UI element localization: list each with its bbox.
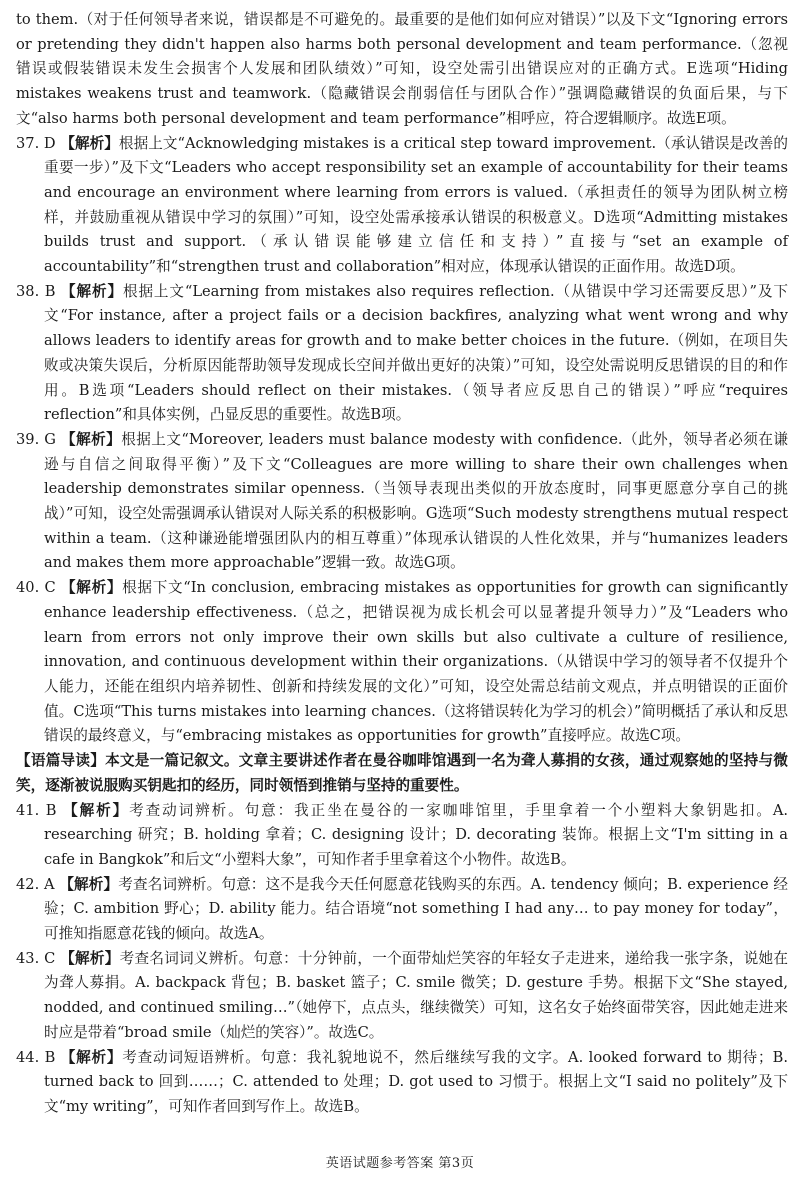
answer-38 [16,280,788,428]
analysis-tag: 【解析】 [60,949,120,967]
answer-40 [16,576,788,749]
question-number: 37. D [16,134,56,152]
question-number: 40. C [16,579,56,597]
answer-41 [16,799,788,873]
guide-text: 本文是一篇记叙文。文章主要讲述作者在曼谷咖啡馆遇到一名为聋人募捐的女孩，通过观察她的坚持与微笑，逐渐被说服购买钥匙扣的经历，同时领悟到推销与坚持的重要性。 [16,752,788,794]
passage-guide [16,749,788,798]
answer-42 [16,873,788,947]
answer-44 [16,1046,788,1120]
paragraph-text: 根据上文“Moreover, leaders must balance modesty with confidence.（此外，领导者必须在谦逊与自信之间取得平衡）”及下文“Colleagues are more willing to share their own challenges when leadership demonstrates similar openness.（当领导表现出类似的开放态度时，同事更愿意分享自己的挑战）”可知，设空处需强调承认错误对人际关系的积极影响。G选项“Such modesty strengthens mutual respect within a team.（这种谦逊能增强团队内的相互尊重）”体现承认错误的人性化效果，并与“humanizes leaders and makes them more approachable”逻辑一致。故选G项。 [44,430,788,572]
paragraph-36-continued [16,8,788,132]
paragraph-text: 考查名词词义辨析。句意：十分钟前，一个面带灿烂笑容的年轻女子走进来，递给我一张字条，说她在为聋人募捐。A. backpack 背包；B. basket 篮子；C. smile 微笑；D. gesture 手势。根据下文“She stayed, nodded, and continued smiling…”（她停下，点点头，继续微笑）可知，这名女子始终面带笑容，因此她走进来时应是带着“broad smile（灿烂的笑容）”。故选C。 [44,949,788,1041]
analysis-tag: 【解析】 [59,875,119,893]
question-number: 43. C [16,949,56,967]
paragraph-text: 考查名词辨析。句意：这不是我今天任何愿意花钱购买的东西。A. tendency 倾向；B. experience 经验；C. ambition 野心；D. ability 能力。结合语境“not something I had any… to pay money for today”，可推知指愿意花钱的倾向。故选A。 [44,875,788,943]
paragraph-text: 根据上文“Acknowledging mistakes is a critical step toward improvement.（承认错误是改善的重要一步）”及下文“Leaders who accept responsibility set an example of accountability for their teams and encourage an environment where learning from errors is valued.（承担责任的领导为团队树立榜样，并鼓励重视从错误中学习的氛围）”可知，设空处需承接承认错误的积极意义。D选项“Admitting mistakes builds trust and support.（承认错误能够建立信任和支持）”直接与“set an example of accountability”和“strengthen trust and collaboration”相对应，体现承认错误的正面作用。故选D项。 [44,134,788,276]
paragraph-text: 考查动词短语辨析。句意：我礼貌地说不，然后继续写我的文字。A. looked forward to 期待；B. turned back to 回到……；C. attended to 处理；D. got used to 习惯于。根据上文“I said no politely”及下文“my writing”，可知作者回到写作上。故选B。 [44,1048,788,1115]
question-number: 39. G [16,430,56,448]
page-footer: 英语试题参考答案 第3页 [325,1156,475,1171]
question-number: 42. A [16,875,55,893]
answer-43 [16,947,788,1046]
guide-tag: 【语篇导读】 [16,752,106,770]
question-number: 38. B [16,282,56,300]
question-number: 41. B [16,801,57,819]
analysis-tag: 【解析】 [63,801,130,819]
question-number: 44. B [16,1048,56,1066]
analysis-tag: 【解析】 [61,430,122,448]
analysis-tag: 【解析】 [61,282,123,300]
analysis-tag: 【解析】 [61,579,123,597]
paragraph-text: 考查动词辨析。句意：我正坐在曼谷的一家咖啡馆里，手里拿着一个小塑料大象钥匙扣。A. researching 研究；B. holding 拿着；C. designing 设计；D. decorating 装饰。根据上文“I'm sitting in a cafe in Bangkok”和后文“小塑料大象”，可知作者手里拿着这个小物件。故选B。 [44,801,789,868]
paragraph-text: 根据上文“Learning from mistakes also requires reflection.（从错误中学习还需要反思）”及下文“For instance, after a project fails or a decision backfires, analyzing what went wrong and why allows leaders to identify areas for growth and to make better choices in the future.（例如，在项目失败或决策失误后，分析原因能帮助领导发现成长空间并做出更好的决策）”可知，设空处需说明反思错误的目的和作用。B选项“Leaders should reflect on their mistakes.（领导者应反思自己的错误）”呼应“requires reflection”和具体实例，凸显反思的重要性。故选B项。 [44,282,788,424]
answer-39 [16,428,788,576]
paragraph-text: 根据下文“In conclusion, embracing mistakes as opportunities for growth can significantly enhance leadership effectiveness.（总之，把错误视为成长机会可以显著提升领导力）”及“Leaders who learn from errors not only improve their own skills but also cultivate a culture of resilience, innovation, and continuous development within their organizations.（从错误中学习的领导者不仅提升个人能力，还能在组织内培养韧性、创新和持续发展的文化）”可知，设空处需总结前文观点，并点明错误的正面价值。C选项“This turns mistakes into learning chances.（这将错误转化为学习的机会）”简明概括了承认和反思错误的最终意义，与“embracing mistakes as opportunities for growth”直接呼应。故选C项。 [44,579,788,745]
analysis-tag: 【解析】 [60,1048,123,1066]
paragraph-text: to them.（对于任何领导者来说，错误都是不可避免的。最重要的是他们如何应对错误）”以及下文“Ignoring errors or pretending they didn't happen also harms both personal development and team performance.（忽视错误或假装错误未发生会损害个人发展和团队绩效）”可知，设空处需引出错误应对的正确方式。E选项“Hiding mistakes weakens trust and teamwork.（隐藏错误会削弱信任与团队合作）”强调隐藏错误的负面后果，与下文“also harms both personal development and team performance”相呼应，符合逻辑顺序。故选E项。 [16,11,788,127]
analysis-tag: 【解析】 [60,134,119,152]
answer-37 [16,132,788,280]
answer-page [16,8,788,1120]
